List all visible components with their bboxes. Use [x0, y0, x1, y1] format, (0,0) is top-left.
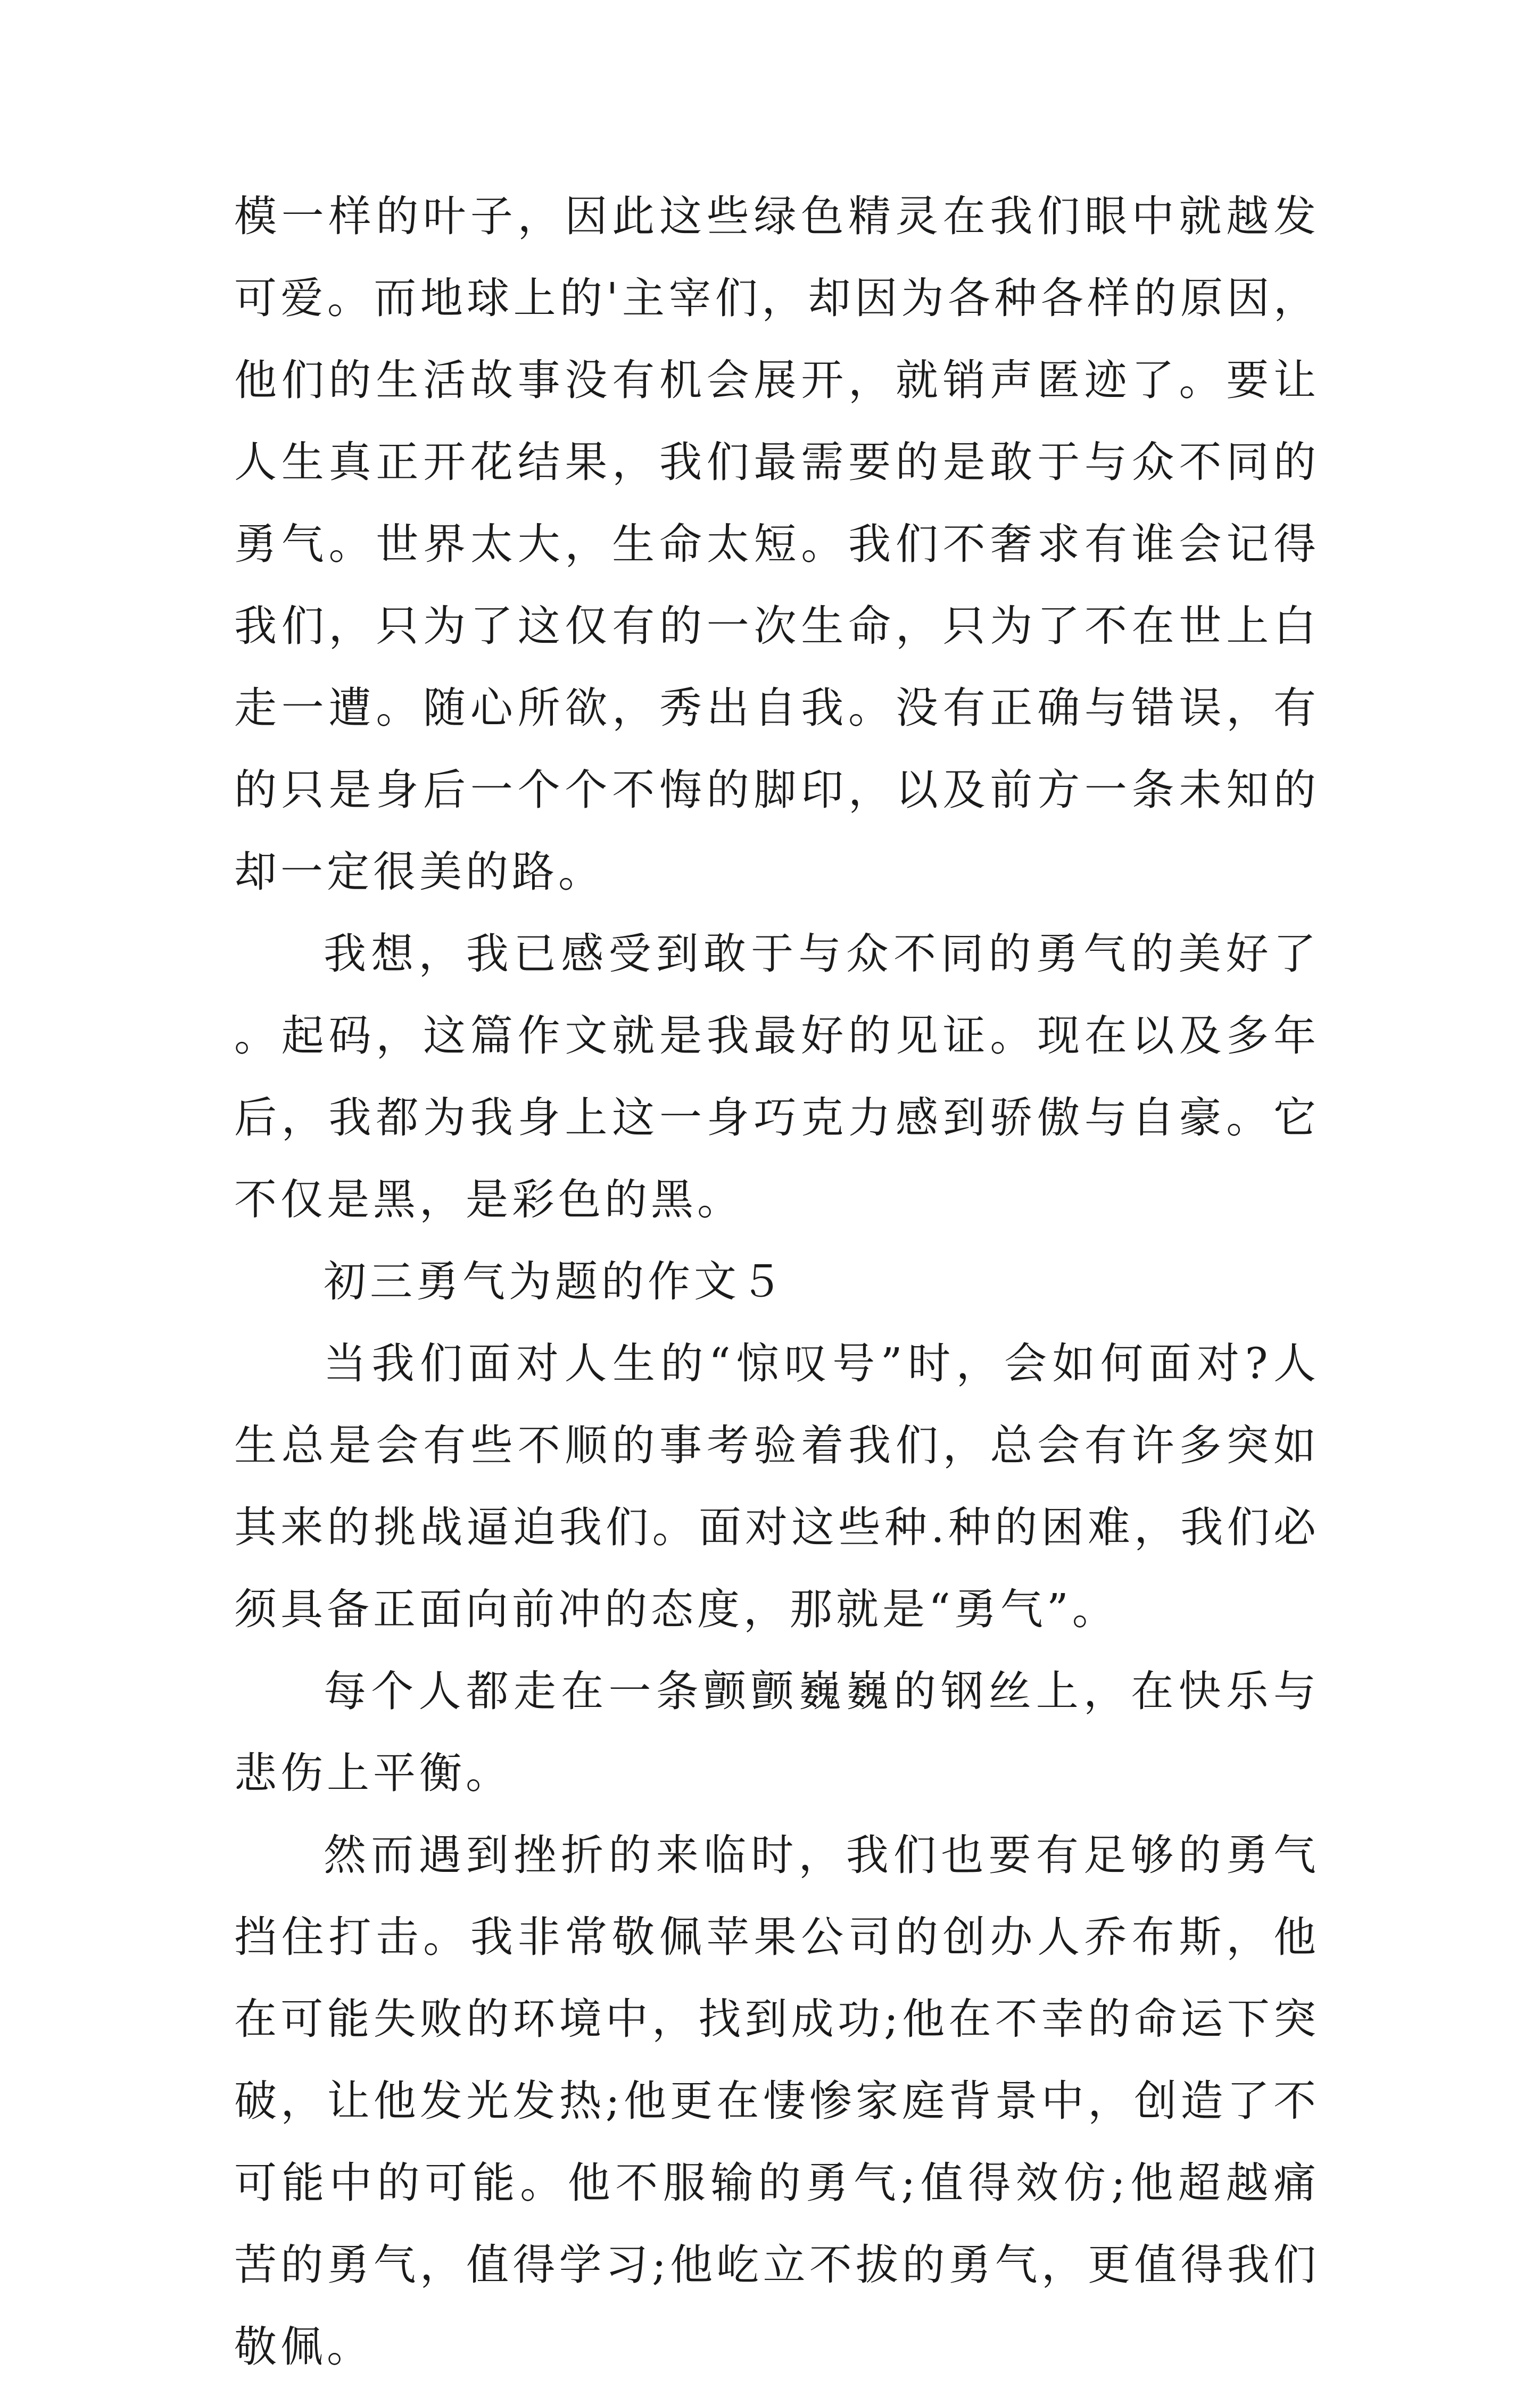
paragraph-continuation: 模一样的叶子，因此这些绿色精灵在我们眼中就越发可爱。而地球上的'主宰们，却因为各种各样的原因，他们的生活故事没有机会展开，就销声匿迹了。要让人生真正开花结果，我们最需要的是敢于与众不同的勇气。世界太大，生命太短。我们不奢求有谁会记得我们，只为了这仅有的一次生命，只为了不在世上白走一遭。随心所欲，秀出自我。没有正确与错误，有的只是身后一个个不悔的脚印，以及前方一条未知的却一定很美的路。: [234, 192, 1320, 897]
essay-title: 初三勇气为题的作文５: [324, 1257, 786, 1306]
paragraph-balance: 每个人都走在一条颤颤巍巍的钢丝上，在快乐与悲伤上平衡。: [234, 1666, 1320, 1798]
paragraph-reflection: 我想，我已感受到敢于与众不同的勇气的美好了。起码，这篇作文就是我最好的见证。现在以及多年后，我都为我身上这一身巧克力感到骄傲与自豪。它不仅是黑，是彩色的黑。: [234, 929, 1320, 1224]
paragraph-jobs: 然而遇到挫折的来临时，我们也要有足够的勇气挡住打击。我非常敬佩苹果公司的创办人乔布斯，他在可能失败的环境中，找到成功;他在不幸的命运下突破，让他发光发热;他更在悽惨家庭背景中，创造了不可能中的可能。他不服输的勇气;值得效仿;他超越痛苦的勇气，值得学习;他屹立不拔的勇气，更值得我们敬佩。: [234, 1830, 1320, 2372]
paragraph-intro: 当我们面对人生的“惊叹号”时，会如何面对?人生总是会有些不顺的事考验着我们，总会有许多突如其来的挑战逼迫我们。面对这些种.种的困难，我们必须具备正面向前冲的态度，那就是“勇气”。: [234, 1339, 1320, 1634]
essay-body: [234, 176, 1320, 2388]
